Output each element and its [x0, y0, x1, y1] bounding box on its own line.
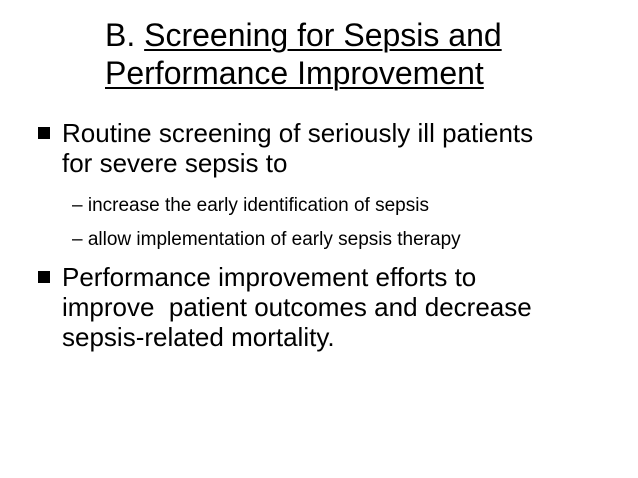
title-line-2-text: Performance Improvement — [105, 55, 484, 91]
bullet-item-1-line-2: for severe sepsis to — [62, 148, 288, 178]
title-prefix: B. — [105, 17, 145, 53]
bullet-item-2-text — [62, 262, 602, 352]
bullet-item-2-line-2: improve patient outcomes and decrease — [62, 292, 532, 322]
sub-item-1: – increase the early identification of sepsis — [72, 195, 429, 216]
title-line-1 — [100, 16, 570, 54]
title-line-1-text: Screening for Sepsis and — [144, 17, 502, 53]
sub-item-2: – allow implementation of early sepsis therapy — [72, 229, 461, 250]
bullet-item-2-line-1: Performance improvement efforts to — [62, 262, 477, 292]
square-bullet-icon — [38, 271, 50, 283]
bullet-item-1-text — [62, 118, 602, 178]
slide-title — [100, 16, 570, 92]
bullet-item-2-line-3: sepsis-related mortality. — [62, 322, 335, 352]
bullet-item-1-line-1: Routine screening of seriously ill patients — [62, 118, 534, 148]
square-bullet-icon — [38, 127, 50, 139]
title-line-2 — [100, 54, 570, 92]
